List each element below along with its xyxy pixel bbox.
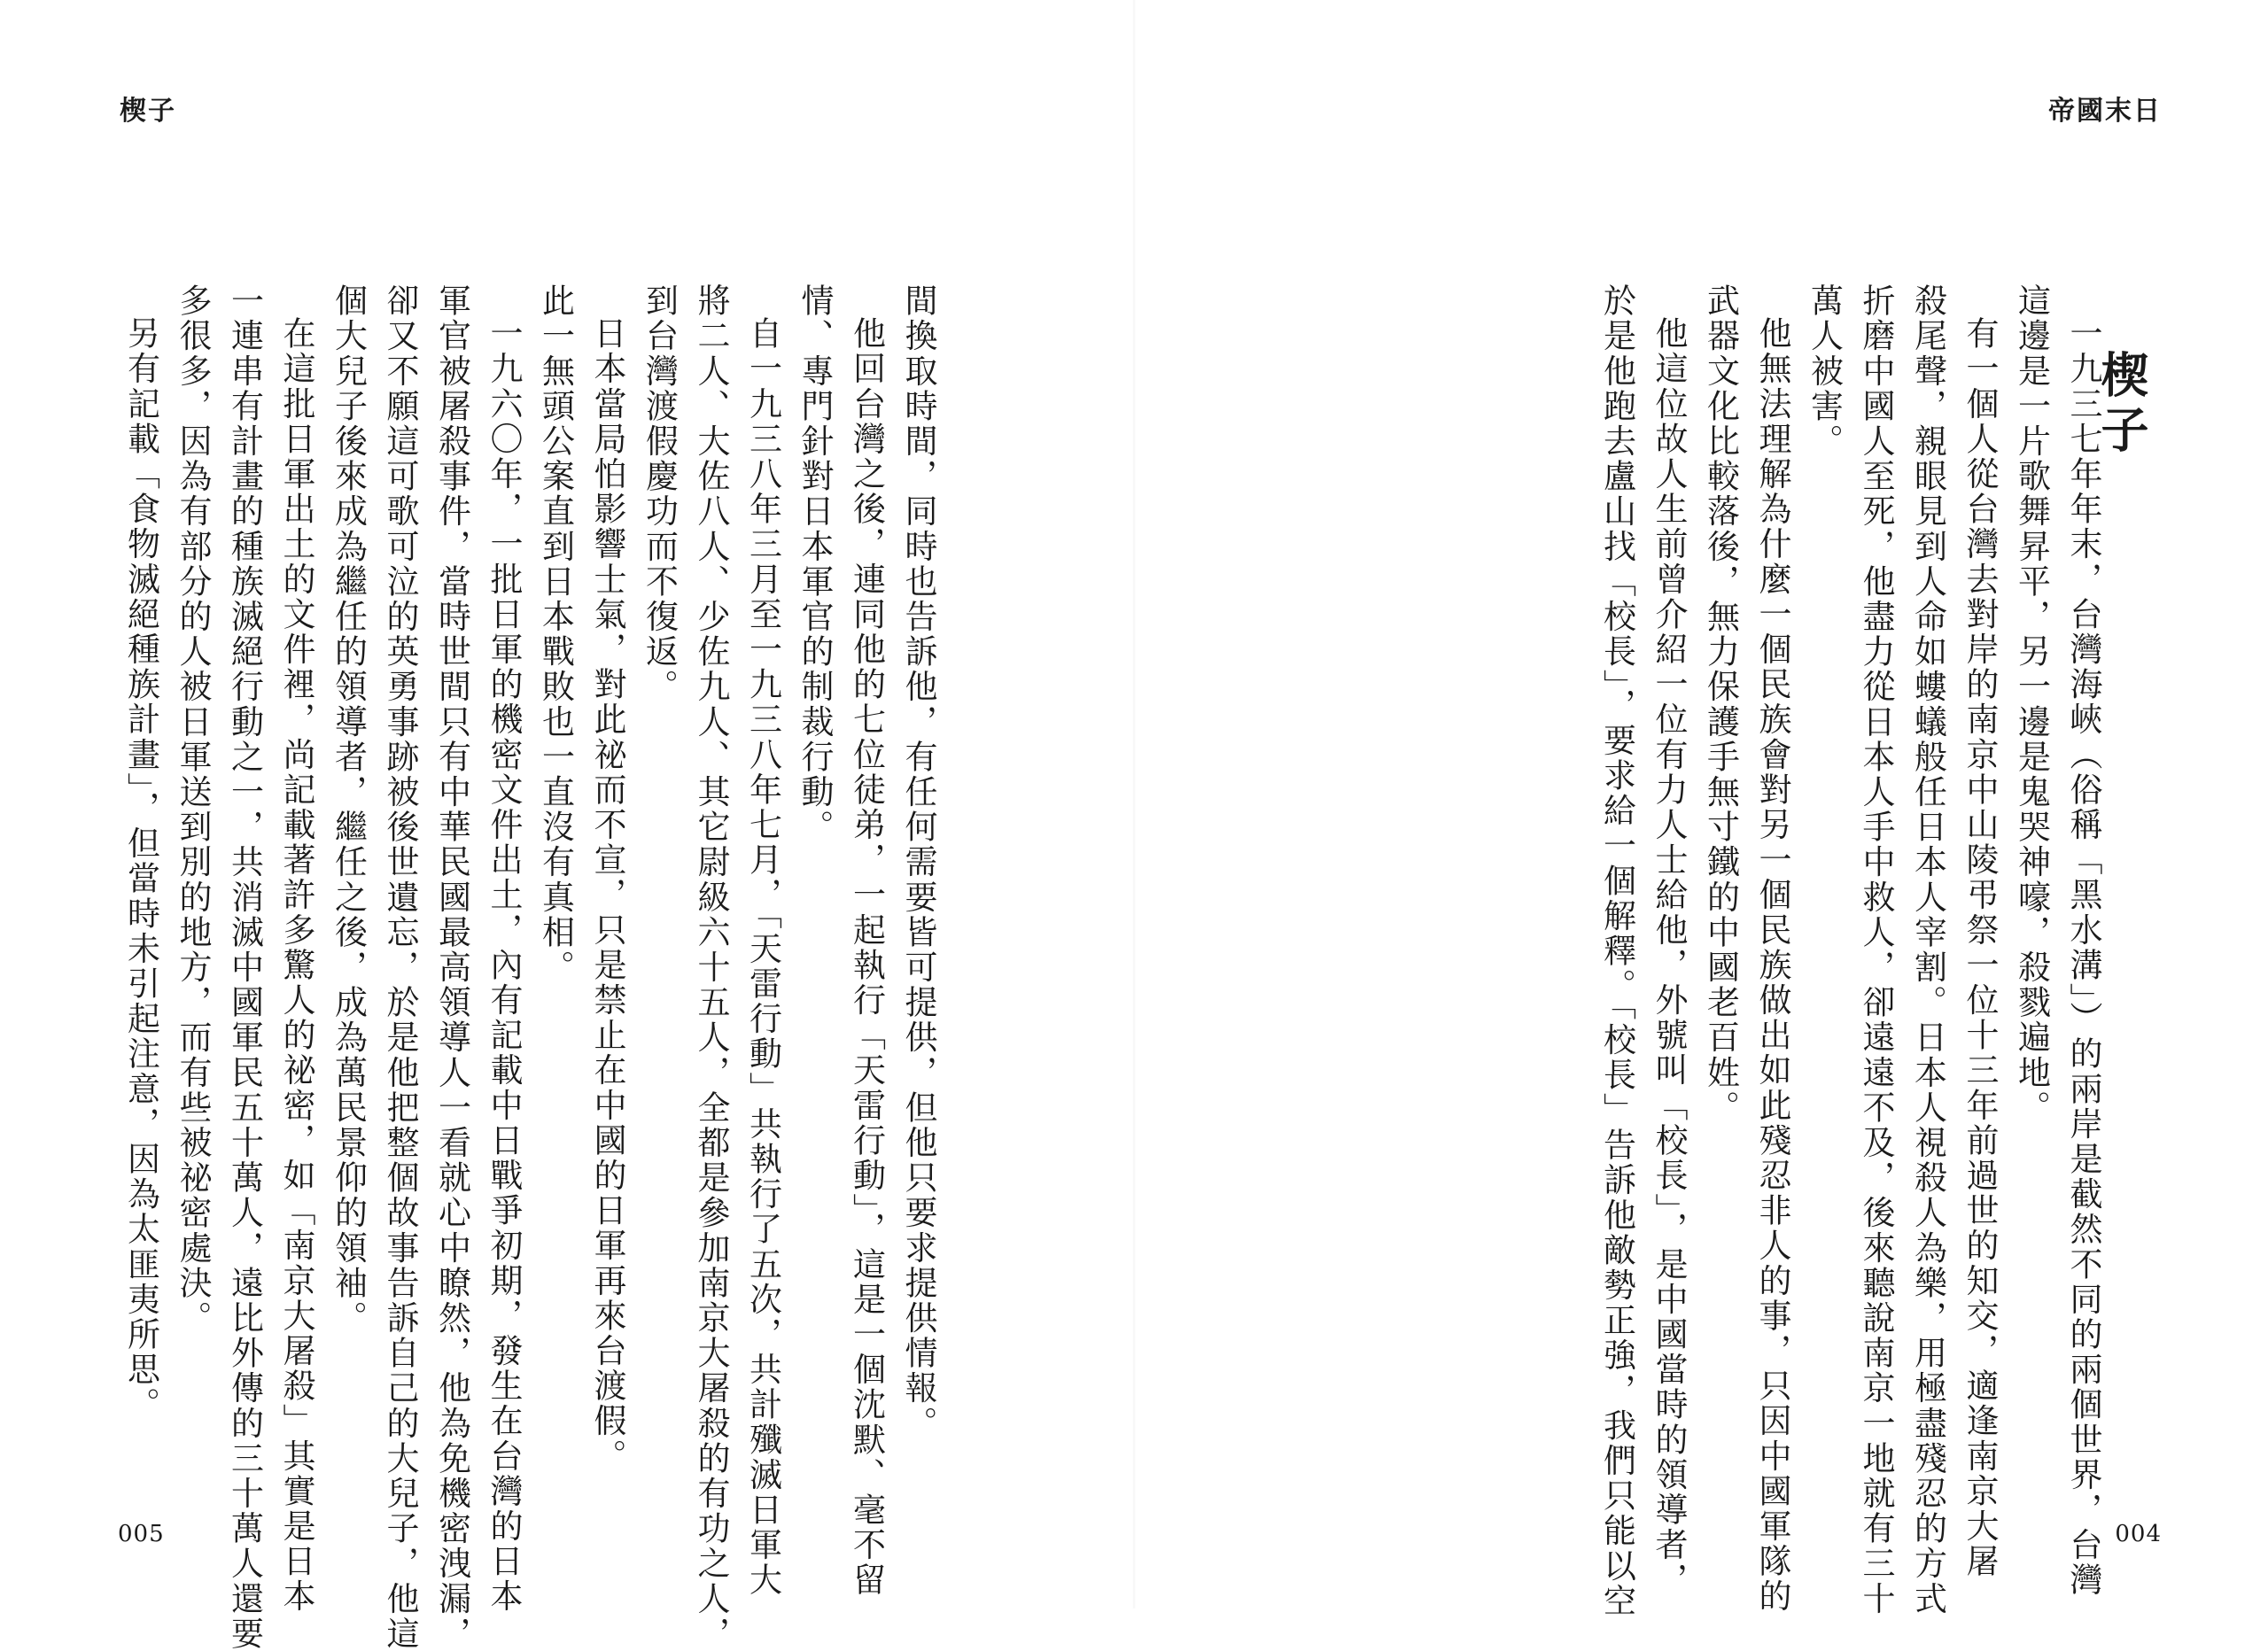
page-number: 005: [118, 1521, 165, 1547]
text-column: 將二人、大佐八人、少佐九人、其它尉級六十五人，全都是參加南京大屠殺的有功之人，: [692, 283, 730, 1651]
text-column: 武器文化比較落後，無力保護手無寸鐵的中國老百姓。: [1701, 283, 1740, 1126]
text-column: 卻又不願這可歌可泣的英勇事跡被後世遺忘，於是他把整個故事告訴自己的大兒子，他這: [381, 283, 419, 1651]
text-column: 情、專門針對日本軍官的制裁行動。: [796, 283, 834, 845]
text-column: 他這位故人生前曾介紹一位有力人士給他，外號叫「校長」，是中國當時的領導者，: [1650, 316, 1688, 1598]
text-column: 多很多，因為有部分的人被日軍送到別的地方，而有些被祕密處決。: [174, 283, 212, 1336]
text-column: 於是他跑去盧山找「校長」，要求給一個解釋。「校長」告訴他敵勢正強，我們只能以空: [1597, 283, 1636, 1619]
text-column: 他回台灣之後，連同他的七位徒弟，一起執行「天雷行動」，這是一個沈默、毫不留: [847, 316, 886, 1598]
text-column: 個大兒子後來成為繼任的領導者，繼任之後，成為萬民景仰的領袖。: [329, 283, 368, 1336]
page-number: 004: [2115, 1521, 2162, 1547]
text-column: 折磨中國人至死，他盡力從日本人手中救人，卻遠遠不及，後來聽說南京一地就有三十: [1857, 283, 1895, 1616]
text-column: 萬人被害。: [1805, 283, 1844, 459]
text-column: 此一無頭公案直到日本戰敗也一直沒有真相。: [536, 283, 575, 985]
text-column: 在這批日軍出土的文件裡，尚記載著許多驚人的祕密，如「南京大屠殺」其實是日本: [277, 316, 315, 1615]
text-column: 一九六〇年，一批日軍的機密文件出土，內有記載中日戰爭初期，發生在台灣的日本: [485, 316, 523, 1615]
text-column: 這邊是一片歌舞昇平，另一邊是鬼哭神嚎，殺戮遍地。: [2012, 283, 2051, 1126]
text-column: 自一九三八年三月至一九三八年七月，「天雷行動」共執行了五次，共計殲滅日軍大: [743, 316, 782, 1598]
text-column: 一九三七年年末，台灣海峽（俗稱「黑水溝」）的兩岸是截然不同的兩個世界，台灣: [2064, 316, 2102, 1598]
running-head: 楔子: [120, 96, 176, 127]
text-column: 另有記載「食物滅絕種族計畫」，但當時未引起注意，因為太匪夷所思。: [121, 316, 160, 1422]
chapter-title: 楔子: [2093, 350, 2150, 460]
text-column: 軍官被屠殺事件，當時世間只有中華民國最高領導人一看就心中瞭然，他為免機密洩漏，: [432, 283, 471, 1651]
right-page: [1134, 0, 2268, 1619]
running-head: 帝國末日: [2048, 96, 2162, 127]
text-column: 一連串有計畫的種族滅絕行動之一，共消滅中國軍民五十萬人，遠比外傳的三十萬人還要: [225, 283, 264, 1651]
body-text: [1285, 283, 2109, 1619]
text-column: 到台灣渡假慶功而不復返。: [640, 283, 679, 705]
text-column: 殺尾聲，親眼見到人命如螻蟻般任日本人宰割。日本人視殺人為樂，用極盡殘忍的方式: [1908, 283, 1947, 1616]
text-column: 他無法理解為什麼一個民族會對另一個民族做出如此殘忍非人的事，只因中國軍隊的: [1753, 316, 1791, 1615]
text-column: 間換取時間，同時也告訴他，有任何需要皆可提供，但他只要求提供情報。: [899, 283, 937, 1441]
text-column: 有一個人從台灣去對岸的南京中山陵弔祭一位十三年前過世的知交，適逢南京大屠: [1961, 316, 1999, 1579]
text-column: 日本當局怕影響士氣，對此祕而不宣，只是禁止在中國的日軍再來台渡假。: [588, 316, 626, 1474]
